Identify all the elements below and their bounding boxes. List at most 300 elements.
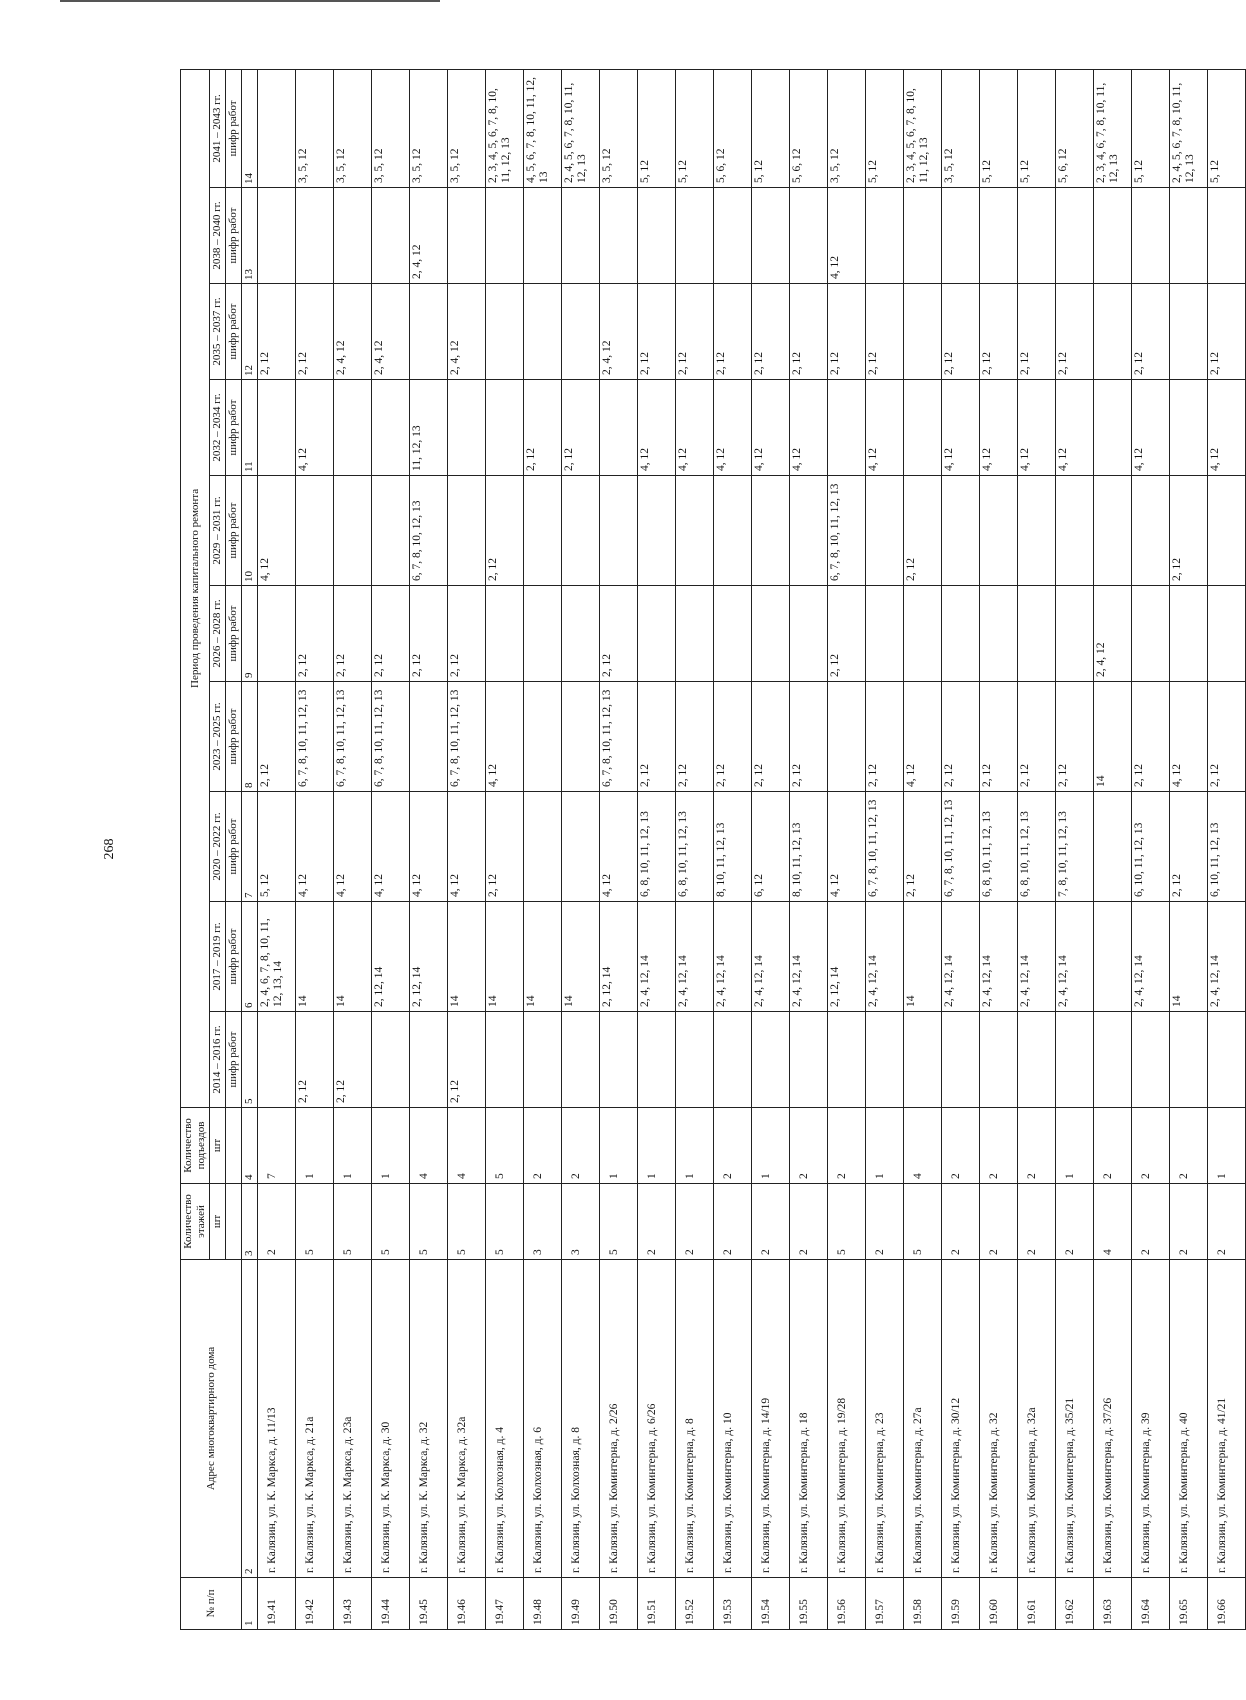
- row-work-code: [1208, 476, 1246, 586]
- row-work-code: 5, 6, 12: [714, 69, 752, 187]
- repair-schedule-table: [180, 69, 1246, 1630]
- row-work-code: [1018, 476, 1056, 586]
- header-code: шифр работ: [226, 380, 242, 476]
- row-work-code: [334, 188, 372, 284]
- table-row: [600, 69, 638, 1629]
- row-floors: 2: [980, 1184, 1018, 1260]
- row-entrances: 2: [562, 1108, 600, 1184]
- row-work-code: 2, 12: [714, 284, 752, 380]
- row-work-code: 5, 12: [258, 792, 296, 902]
- row-work-code: 6, 7, 8, 10, 11, 12, 13: [334, 682, 372, 792]
- row-work-code: [1208, 586, 1246, 682]
- row-work-code: 2, 12: [600, 586, 638, 682]
- row-entrances: 1: [866, 1108, 904, 1184]
- row-address: г. Калязин, ул. Коминтерна, д. 41/21: [1208, 1260, 1246, 1578]
- row-work-code: [752, 1012, 790, 1108]
- row-address: г. Калязин, ул. Коминтерна, д. 19/28: [828, 1260, 866, 1578]
- row-work-code: 5, 12: [638, 69, 676, 187]
- row-work-code: [1132, 188, 1170, 284]
- row-work-code: 4, 12: [296, 380, 334, 476]
- row-work-code: 4, 12: [790, 380, 828, 476]
- row-work-code: 2, 4, 12, 14: [676, 902, 714, 1012]
- column-number: 13: [242, 188, 258, 284]
- table-row: [486, 69, 524, 1629]
- header-unit: шт: [210, 1108, 226, 1184]
- row-work-code: 2, 4, 12: [1094, 586, 1132, 682]
- row-number: 19.53: [714, 1578, 752, 1630]
- row-work-code: [904, 284, 942, 380]
- row-work-code: 4, 12: [1170, 682, 1208, 792]
- row-work-code: 4, 12: [1018, 380, 1056, 476]
- row-work-code: 4, 12: [714, 380, 752, 476]
- row-entrances: 4: [448, 1108, 486, 1184]
- row-work-code: 6, 7, 8, 10, 11, 12, 13: [296, 682, 334, 792]
- row-work-code: 4, 12: [904, 682, 942, 792]
- row-floors: 5: [828, 1184, 866, 1260]
- row-work-code: 6, 7, 8, 10, 11, 12, 13: [448, 682, 486, 792]
- table-row: [904, 69, 942, 1629]
- row-work-code: 2, 12: [904, 476, 942, 586]
- row-work-code: [448, 380, 486, 476]
- row-work-code: [1094, 284, 1132, 380]
- row-work-code: [1132, 1012, 1170, 1108]
- column-number: 9: [242, 586, 258, 682]
- row-work-code: 5, 12: [676, 69, 714, 187]
- header-period-8: 2035 – 2037 гг.: [210, 284, 226, 380]
- row-work-code: 2, 4, 12, 14: [1208, 902, 1246, 1012]
- row-work-code: [258, 380, 296, 476]
- row-floors: 5: [448, 1184, 486, 1260]
- table-row: [1056, 69, 1094, 1629]
- row-work-code: 2, 4, 12, 14: [1056, 902, 1094, 1012]
- row-work-code: 4, 12: [942, 380, 980, 476]
- top-rule: [60, 0, 440, 2]
- row-address: г. Калязин, ул. Коминтерна, д. 18: [790, 1260, 828, 1578]
- row-work-code: 2, 4, 12: [334, 284, 372, 380]
- column-number: 3: [242, 1184, 258, 1260]
- row-work-code: [828, 1012, 866, 1108]
- column-number: 4: [242, 1108, 258, 1184]
- row-work-code: 2, 12: [1208, 284, 1246, 380]
- table-row: [866, 69, 904, 1629]
- row-work-code: [942, 476, 980, 586]
- header-period-10: 2041 – 2043 гг.: [210, 69, 226, 187]
- row-work-code: 4, 12: [980, 380, 1018, 476]
- row-work-code: 6, 7, 8, 10, 11, 12, 13: [828, 476, 866, 586]
- row-address: г. Калязин, ул. К. Маркса, д. 32а: [448, 1260, 486, 1578]
- row-address: г. Калязин, ул. Коминтерна, д. 30/12: [942, 1260, 980, 1578]
- row-work-code: 2, 12: [942, 284, 980, 380]
- table-row: [524, 69, 562, 1629]
- row-work-code: 2, 12: [752, 682, 790, 792]
- row-work-code: 2, 12: [1208, 682, 1246, 792]
- row-work-code: 2, 12: [714, 682, 752, 792]
- row-entrances: 2: [1018, 1108, 1056, 1184]
- header-empty: [226, 1184, 242, 1260]
- header-code: шифр работ: [226, 476, 242, 586]
- row-floors: 5: [600, 1184, 638, 1260]
- column-number: 12: [242, 284, 258, 380]
- row-address: г. Калязин, ул. Коминтерна, д. 27а: [904, 1260, 942, 1578]
- table-header: [181, 69, 258, 1629]
- row-work-code: [524, 284, 562, 380]
- row-number: 19.64: [1132, 1578, 1170, 1630]
- row-work-code: 4, 12: [866, 380, 904, 476]
- row-work-code: [676, 476, 714, 586]
- table-row: [448, 69, 486, 1629]
- row-work-code: [1208, 1012, 1246, 1108]
- table-row: [676, 69, 714, 1629]
- row-work-code: 2, 12: [866, 682, 904, 792]
- row-work-code: 4, 12: [1056, 380, 1094, 476]
- column-number: 10: [242, 476, 258, 586]
- row-work-code: 14: [1170, 902, 1208, 1012]
- row-floors: 3: [524, 1184, 562, 1260]
- row-work-code: [942, 188, 980, 284]
- header-code: шифр работ: [226, 682, 242, 792]
- row-work-code: 5, 12: [752, 69, 790, 187]
- row-work-code: 2, 12: [676, 284, 714, 380]
- row-work-code: [638, 1012, 676, 1108]
- row-floors: 4: [1094, 1184, 1132, 1260]
- row-entrances: 7: [258, 1108, 296, 1184]
- row-work-code: 2, 12: [904, 792, 942, 902]
- row-work-code: [410, 1012, 448, 1108]
- table-row: [258, 69, 296, 1629]
- row-number: 19.57: [866, 1578, 904, 1630]
- row-work-code: [448, 476, 486, 586]
- row-floors: 2: [1132, 1184, 1170, 1260]
- row-work-code: 3, 5, 12: [448, 69, 486, 187]
- header-code: шифр работ: [226, 188, 242, 284]
- row-work-code: 2, 12, 14: [410, 902, 448, 1012]
- row-work-code: [562, 792, 600, 902]
- row-work-code: [562, 188, 600, 284]
- row-work-code: [334, 380, 372, 476]
- row-work-code: [1056, 586, 1094, 682]
- row-work-code: 2, 4, 12, 14: [790, 902, 828, 1012]
- row-work-code: 2, 12: [752, 284, 790, 380]
- row-work-code: [486, 1012, 524, 1108]
- table-row: [296, 69, 334, 1629]
- row-work-code: [752, 586, 790, 682]
- row-entrances: 2: [790, 1108, 828, 1184]
- row-work-code: 2, 12: [1170, 476, 1208, 586]
- row-work-code: [904, 188, 942, 284]
- header-period-9: 2038 – 2040 гг.: [210, 188, 226, 284]
- header-unit: шт: [210, 1184, 226, 1260]
- row-work-code: [980, 1012, 1018, 1108]
- row-work-code: 4, 12: [1132, 380, 1170, 476]
- row-work-code: 4, 12: [372, 792, 410, 902]
- table-row: [942, 69, 980, 1629]
- table-row: [1208, 69, 1246, 1629]
- row-floors: 2: [752, 1184, 790, 1260]
- row-work-code: [562, 284, 600, 380]
- row-work-code: 2, 12: [638, 682, 676, 792]
- row-work-code: 5, 12: [1208, 69, 1246, 187]
- column-number: 7: [242, 792, 258, 902]
- row-work-code: [752, 188, 790, 284]
- row-work-code: 11, 12, 13: [410, 380, 448, 476]
- row-work-code: [258, 586, 296, 682]
- row-work-code: [714, 476, 752, 586]
- row-address: г. Калязин, ул. Колхозная, д. 6: [524, 1260, 562, 1578]
- row-work-code: [524, 792, 562, 902]
- row-work-code: 6, 12: [752, 792, 790, 902]
- row-number: 19.50: [600, 1578, 638, 1630]
- row-work-code: [524, 1012, 562, 1108]
- row-work-code: 6, 8, 10, 11, 12, 13: [676, 792, 714, 902]
- row-work-code: 2, 4, 12, 14: [980, 902, 1018, 1012]
- row-address: г. Калязин, ул. К. Маркса, д. 32: [410, 1260, 448, 1578]
- row-number: 19.63: [1094, 1578, 1132, 1630]
- header-period-5: 2026 – 2028 гг.: [210, 586, 226, 682]
- row-work-code: [714, 188, 752, 284]
- row-address: г. Калязин, ул. Коминтерна, д. 40: [1170, 1260, 1208, 1578]
- row-floors: 2: [258, 1184, 296, 1260]
- table-row: [714, 69, 752, 1629]
- row-work-code: [790, 476, 828, 586]
- column-number: 14: [242, 69, 258, 187]
- row-work-code: [1094, 188, 1132, 284]
- row-work-code: 2, 4, 12, 14: [714, 902, 752, 1012]
- row-work-code: 2, 12: [790, 682, 828, 792]
- row-work-code: 2, 4, 12, 14: [866, 902, 904, 1012]
- row-work-code: 14: [904, 902, 942, 1012]
- table-row: [562, 69, 600, 1629]
- row-work-code: [638, 586, 676, 682]
- row-work-code: [866, 1012, 904, 1108]
- row-work-code: 4, 12: [828, 188, 866, 284]
- header-code: шифр работ: [226, 69, 242, 187]
- row-work-code: 14: [562, 902, 600, 1012]
- row-work-code: 2, 12: [638, 284, 676, 380]
- row-address: г. Калязин, ул. Коминтерна, д. 35/21: [1056, 1260, 1094, 1578]
- row-address: г. Калязин, ул. Коминтерна, д. 37/26: [1094, 1260, 1132, 1578]
- row-work-code: 6, 10, 11, 12, 13: [1208, 792, 1246, 902]
- row-work-code: 14: [524, 902, 562, 1012]
- row-work-code: 2, 12: [676, 682, 714, 792]
- row-entrances: 2: [980, 1108, 1018, 1184]
- row-number: 19.61: [1018, 1578, 1056, 1630]
- row-work-code: 14: [1094, 682, 1132, 792]
- row-entrances: 1: [334, 1108, 372, 1184]
- row-number: 19.56: [828, 1578, 866, 1630]
- row-work-code: [1056, 1012, 1094, 1108]
- row-work-code: [562, 586, 600, 682]
- table-row: [752, 69, 790, 1629]
- row-work-code: 2, 12: [1056, 284, 1094, 380]
- row-work-code: [600, 188, 638, 284]
- row-work-code: 5, 6, 12: [790, 69, 828, 187]
- row-address: г. Калязин, ул. Коминтерна, д. 2/26: [600, 1260, 638, 1578]
- row-entrances: 2: [1132, 1108, 1170, 1184]
- header-code: шифр работ: [226, 902, 242, 1012]
- row-work-code: 2, 12: [524, 380, 562, 476]
- table-row: [828, 69, 866, 1629]
- row-work-code: 2, 3, 4, 5, 6, 7, 8, 10, 11, 12, 13: [486, 69, 524, 187]
- row-work-code: [866, 188, 904, 284]
- row-work-code: 2, 12, 14: [372, 902, 410, 1012]
- row-work-code: 4, 12: [638, 380, 676, 476]
- header-period-4: 2023 – 2025 гг.: [210, 682, 226, 792]
- row-work-code: [524, 586, 562, 682]
- row-work-code: [942, 586, 980, 682]
- row-work-code: 8, 10, 11, 12, 13: [790, 792, 828, 902]
- header-code: шифр работ: [226, 586, 242, 682]
- row-floors: 5: [334, 1184, 372, 1260]
- row-work-code: 14: [296, 902, 334, 1012]
- row-work-code: 2, 12: [562, 380, 600, 476]
- header-entrances: Количество подъездов: [181, 1108, 210, 1184]
- row-entrances: 1: [372, 1108, 410, 1184]
- row-entrances: 2: [942, 1108, 980, 1184]
- row-work-code: 4, 5, 6, 7, 8, 10, 11, 12, 13: [524, 69, 562, 187]
- header-period-7: 2032 – 2034 гг.: [210, 380, 226, 476]
- column-number: 6: [242, 902, 258, 1012]
- row-work-code: 2, 12: [334, 586, 372, 682]
- row-work-code: 14: [448, 902, 486, 1012]
- header-period-1: 2014 – 2016 гг.: [210, 1012, 226, 1108]
- row-work-code: [866, 586, 904, 682]
- row-work-code: 2, 12: [1018, 284, 1056, 380]
- row-work-code: 4, 12: [334, 792, 372, 902]
- row-work-code: 6, 8, 10, 11, 12, 13: [638, 792, 676, 902]
- row-entrances: 1: [600, 1108, 638, 1184]
- row-work-code: [486, 284, 524, 380]
- row-work-code: [980, 476, 1018, 586]
- row-work-code: [372, 1012, 410, 1108]
- row-address: г. Калязин, ул. Коминтерна, д. 10: [714, 1260, 752, 1578]
- row-work-code: 6, 7, 8, 10, 12, 13: [410, 476, 448, 586]
- row-entrances: 2: [1094, 1108, 1132, 1184]
- row-work-code: [714, 1012, 752, 1108]
- row-address: г. Калязин, ул. Коминтерна, д. 32: [980, 1260, 1018, 1578]
- table-row: [1170, 69, 1208, 1629]
- row-work-code: 2, 12: [1056, 682, 1094, 792]
- row-work-code: 6, 7, 8, 10, 11, 12, 13: [372, 682, 410, 792]
- row-work-code: 2, 4, 12: [448, 284, 486, 380]
- row-floors: 5: [410, 1184, 448, 1260]
- row-entrances: 1: [676, 1108, 714, 1184]
- row-work-code: 2, 12: [410, 586, 448, 682]
- row-number: 19.52: [676, 1578, 714, 1630]
- row-work-code: 2, 12: [1132, 682, 1170, 792]
- row-work-code: 6, 7, 8, 10, 11, 12, 13: [866, 792, 904, 902]
- row-floors: 2: [676, 1184, 714, 1260]
- header-code: шифр работ: [226, 1012, 242, 1108]
- row-work-code: 2, 12: [1018, 682, 1056, 792]
- header-period: Период проведения капитального ремонта: [181, 69, 210, 1107]
- row-work-code: 2, 4, 5, 6, 7, 8, 10, 11, 12, 13: [1170, 69, 1208, 187]
- row-number: 19.54: [752, 1578, 790, 1630]
- row-work-code: [1094, 902, 1132, 1012]
- row-entrances: 2: [714, 1108, 752, 1184]
- row-address: г. Калязин, ул. Коминтерна, д. 14/19: [752, 1260, 790, 1578]
- row-work-code: [1132, 476, 1170, 586]
- row-work-code: 5, 12: [866, 69, 904, 187]
- row-work-code: [600, 380, 638, 476]
- row-work-code: 6, 7, 8, 10, 11, 12, 13: [942, 792, 980, 902]
- table-row: [790, 69, 828, 1629]
- row-entrances: 1: [1056, 1108, 1094, 1184]
- row-number: 19.60: [980, 1578, 1018, 1630]
- row-address: г. Калязин, ул. К. Маркса, д. 30: [372, 1260, 410, 1578]
- row-work-code: [524, 476, 562, 586]
- row-work-code: [524, 188, 562, 284]
- row-work-code: [904, 586, 942, 682]
- row-floors: 2: [1056, 1184, 1094, 1260]
- row-work-code: 3, 5, 12: [372, 69, 410, 187]
- row-work-code: [1094, 1012, 1132, 1108]
- row-work-code: 2, 12: [790, 284, 828, 380]
- row-work-code: [638, 188, 676, 284]
- row-number: 19.42: [296, 1578, 334, 1630]
- row-work-code: [752, 476, 790, 586]
- row-entrances: 1: [638, 1108, 676, 1184]
- row-work-code: [676, 1012, 714, 1108]
- row-work-code: [866, 476, 904, 586]
- row-work-code: 4, 12: [410, 792, 448, 902]
- row-work-code: [828, 682, 866, 792]
- row-work-code: [1018, 586, 1056, 682]
- row-work-code: 3, 5, 12: [828, 69, 866, 187]
- row-work-code: [410, 682, 448, 792]
- row-number: 19.48: [524, 1578, 562, 1630]
- row-work-code: [980, 586, 1018, 682]
- row-floors: 2: [790, 1184, 828, 1260]
- row-work-code: 2, 4, 12: [600, 284, 638, 380]
- row-work-code: 6, 8, 10, 11, 12, 13: [1018, 792, 1056, 902]
- row-floors: 2: [942, 1184, 980, 1260]
- row-work-code: [942, 1012, 980, 1108]
- row-work-code: [980, 188, 1018, 284]
- row-number: 19.49: [562, 1578, 600, 1630]
- row-work-code: [828, 380, 866, 476]
- row-work-code: 2, 4, 5, 6, 7, 8, 10, 11, 12, 13: [562, 69, 600, 187]
- row-work-code: [1208, 188, 1246, 284]
- row-work-code: 4, 12: [828, 792, 866, 902]
- row-work-code: 2, 12: [448, 1012, 486, 1108]
- row-work-code: 6, 7, 8, 10, 11, 12, 13: [600, 682, 638, 792]
- row-floors: 2: [866, 1184, 904, 1260]
- row-work-code: [334, 476, 372, 586]
- row-address: г. Калязин, ул. К. Маркса, д. 23а: [334, 1260, 372, 1578]
- row-work-code: [1056, 188, 1094, 284]
- header-code: шифр работ: [226, 792, 242, 902]
- row-work-code: [372, 476, 410, 586]
- row-entrances: 5: [486, 1108, 524, 1184]
- row-work-code: [904, 1012, 942, 1108]
- row-work-code: 2, 4, 12, 14: [638, 902, 676, 1012]
- row-work-code: 3, 5, 12: [410, 69, 448, 187]
- row-entrances: 4: [904, 1108, 942, 1184]
- row-number: 19.46: [448, 1578, 486, 1630]
- row-work-code: 2, 12: [1132, 284, 1170, 380]
- row-work-code: [1094, 380, 1132, 476]
- row-work-code: [258, 69, 296, 187]
- header-period-3: 2020 – 2022 гг.: [210, 792, 226, 902]
- row-entrances: 1: [1208, 1108, 1246, 1184]
- row-number: 19.62: [1056, 1578, 1094, 1630]
- row-number: 19.44: [372, 1578, 410, 1630]
- column-number: 1: [242, 1578, 258, 1630]
- row-number: 19.45: [410, 1578, 448, 1630]
- row-work-code: 14: [334, 902, 372, 1012]
- row-work-code: 2, 12: [334, 1012, 372, 1108]
- row-work-code: 14: [486, 902, 524, 1012]
